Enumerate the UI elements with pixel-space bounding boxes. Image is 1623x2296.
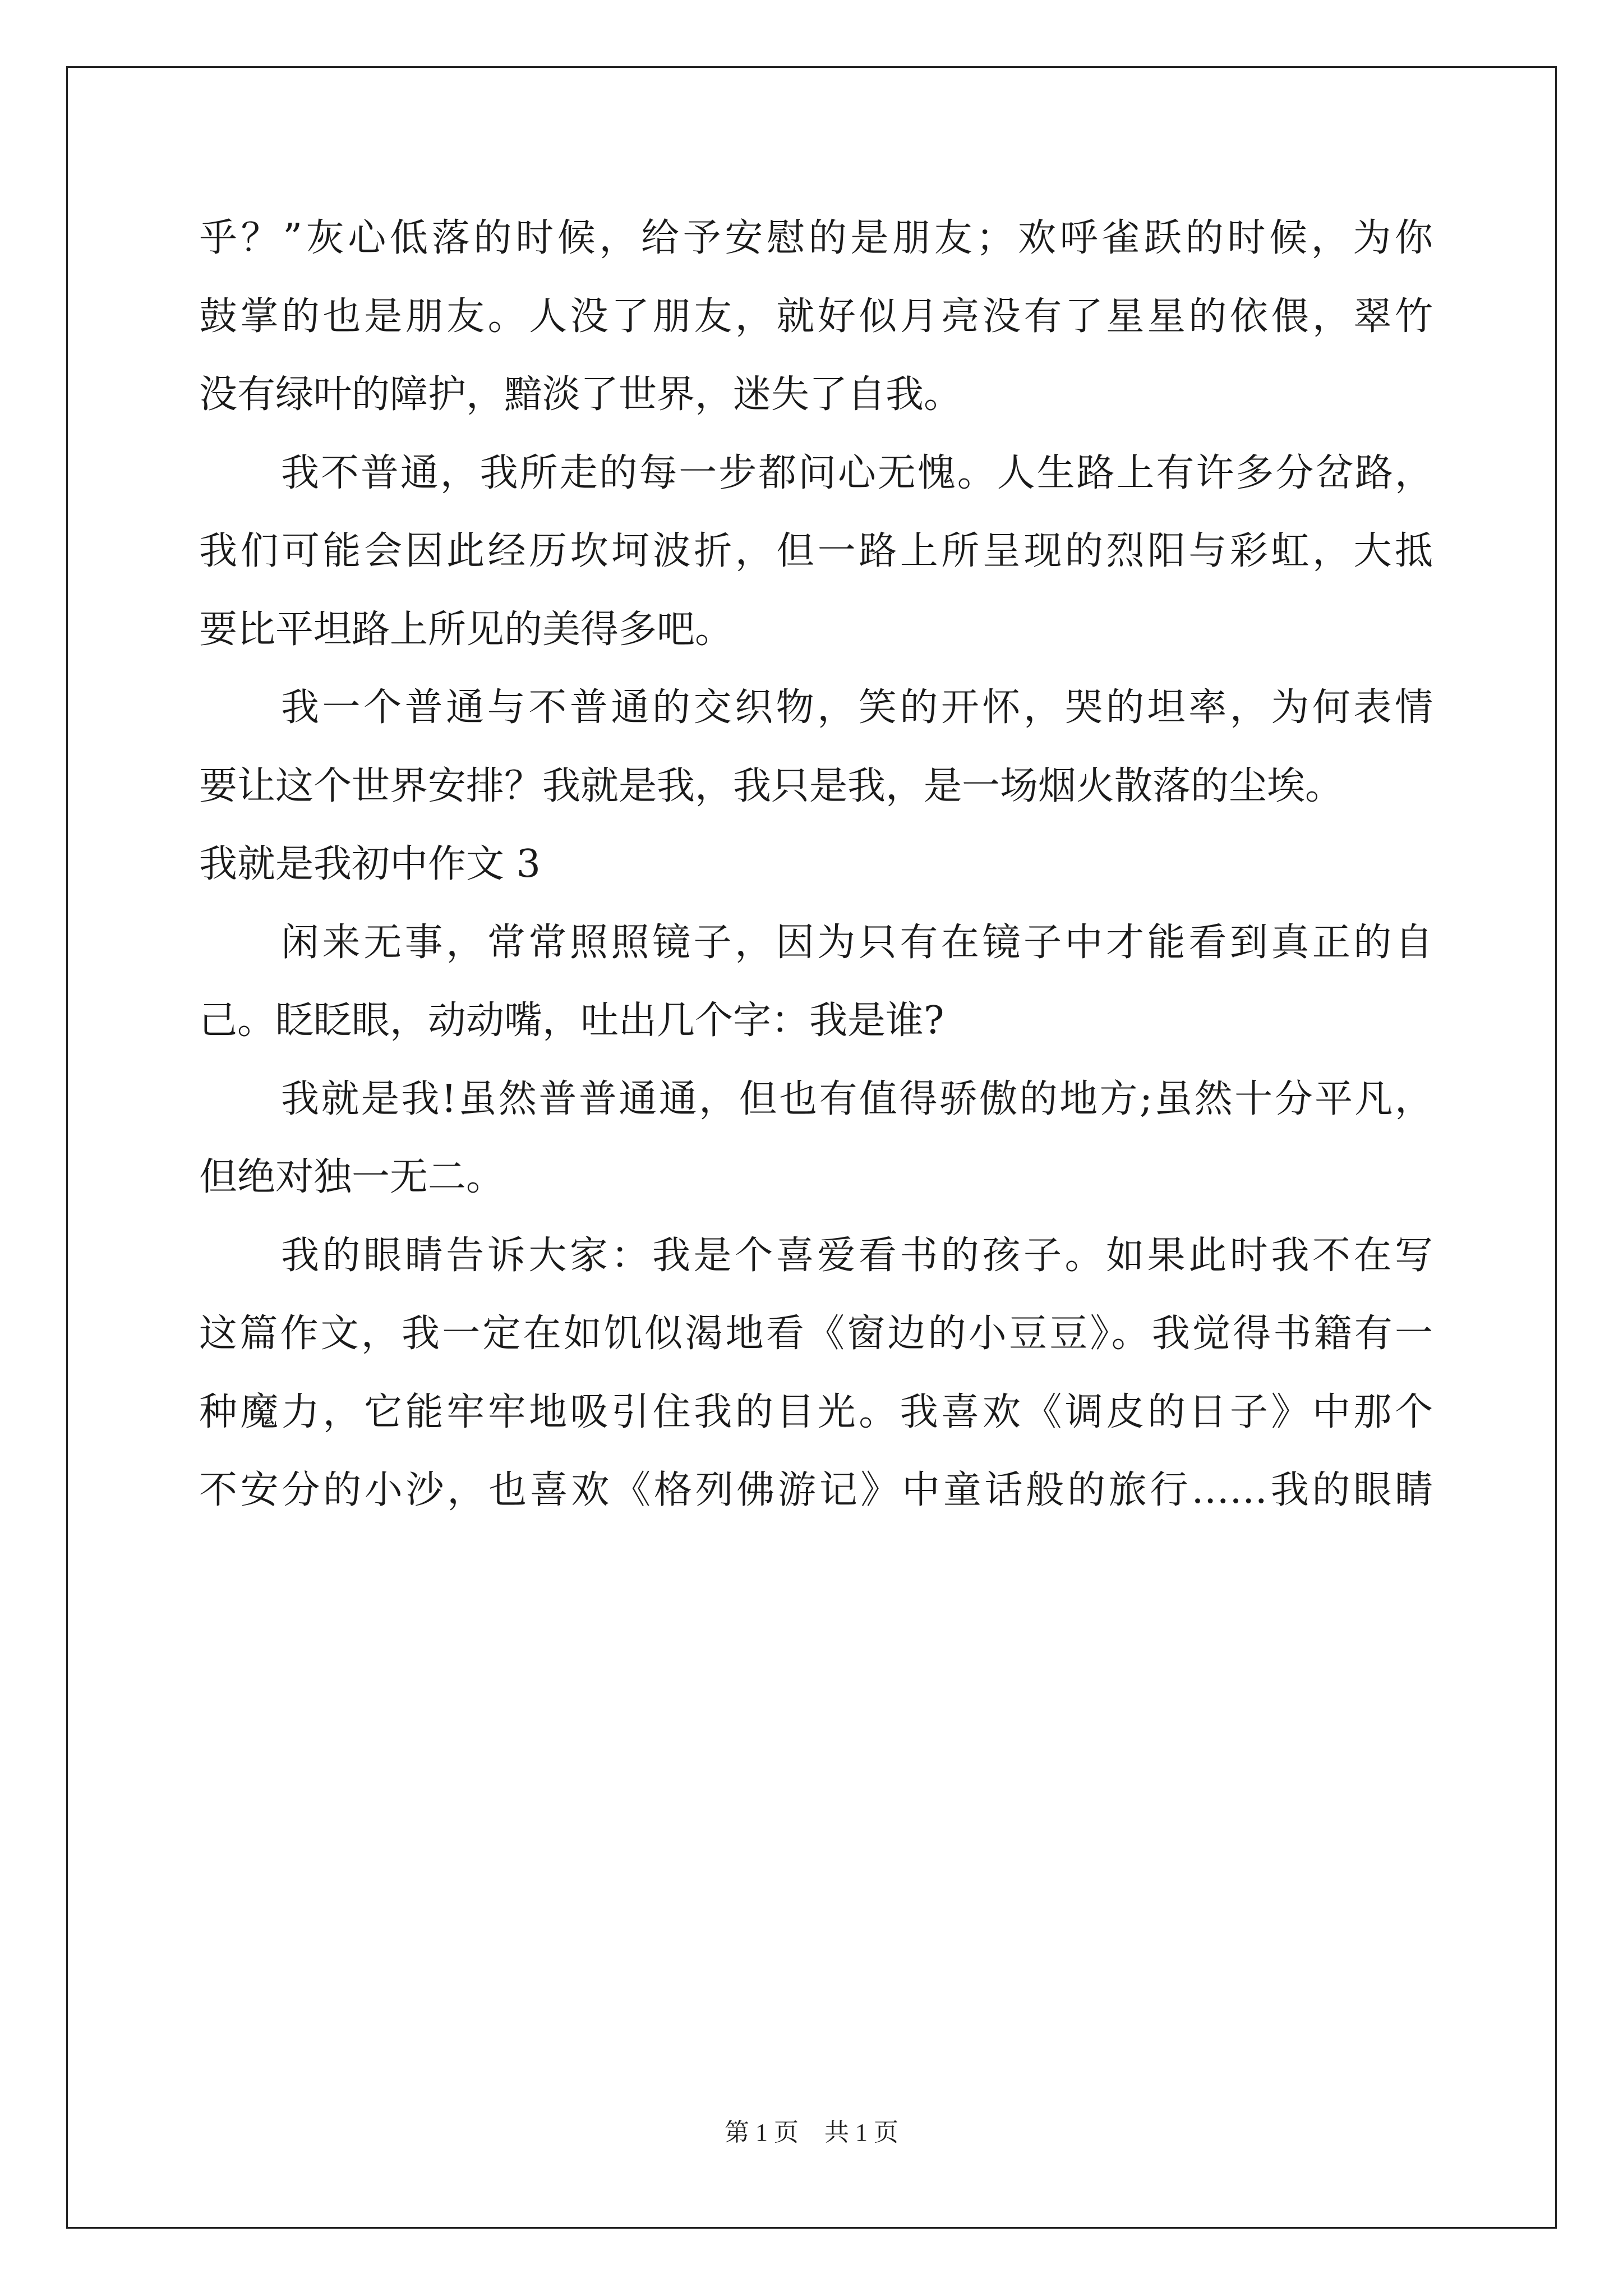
text-line: 但绝对独一无二。: [199, 1155, 505, 1199]
text-line: 要比平坦路上所见的美得多吧。: [199, 607, 734, 652]
section-heading: 我就是我初中作文 3: [199, 842, 541, 886]
text-line: 我们可能会因此经历坎坷波折，但一路上所呈现的烈阳与彩虹，大抵: [199, 529, 1433, 573]
page-total: 共 1 页: [824, 2119, 898, 2146]
text-line: 乎？”灰心低落的时候，给予安慰的是朋友；欢呼雀跃的时候，为你: [199, 216, 1433, 260]
text-line: 己。眨眨眼，动动嘴，吐出几个字：我是谁?: [199, 999, 944, 1043]
paragraph-start: 我的眼睛告诉大家：我是个喜爱看书的孩子。如果此时我不在写: [281, 1233, 1433, 1278]
text-line: 这篇作文，我一定在如饥似渴地看《窗边的小豆豆》。我觉得书籍有一: [199, 1312, 1433, 1356]
document-body: [199, 199, 1433, 1530]
page-footer: [0, 2112, 1623, 2148]
text-line: 鼓掌的也是朋友。人没了朋友，就好似月亮没有了星星的依偎，翠竹: [199, 294, 1433, 339]
paragraph-start: 我一个普通与不普通的交织物，笑的开怀，哭的坦率，为何表情: [281, 685, 1433, 730]
text-line: 要让这个世界安排？我就是我，我只是我，是一场烟火散落的尘埃。: [199, 763, 1344, 808]
paragraph-start: 我不普通，我所走的每一步都问心无愧。人生路上有许多分岔路，: [281, 450, 1433, 495]
text-line: 没有绿叶的障护，黯淡了世界，迷失了自我。: [199, 372, 962, 417]
paragraph-start: 我就是我!虽然普普通通，但也有值得骄傲的地方;虽然十分平凡，: [281, 1076, 1433, 1121]
page-number: 第 1 页: [725, 2119, 799, 2146]
text-line: 不安分的小沙，也喜欢《格列佛游记》中童话般的旅行……我的眼睛: [199, 1468, 1433, 1512]
paragraph-start: 闲来无事，常常照照镜子，因为只有在镜子中才能看到真正的自: [281, 920, 1433, 965]
text-line: 种魔力，它能牢牢地吸引住我的目光。我喜欢《调皮的日子》中那个: [199, 1389, 1433, 1434]
